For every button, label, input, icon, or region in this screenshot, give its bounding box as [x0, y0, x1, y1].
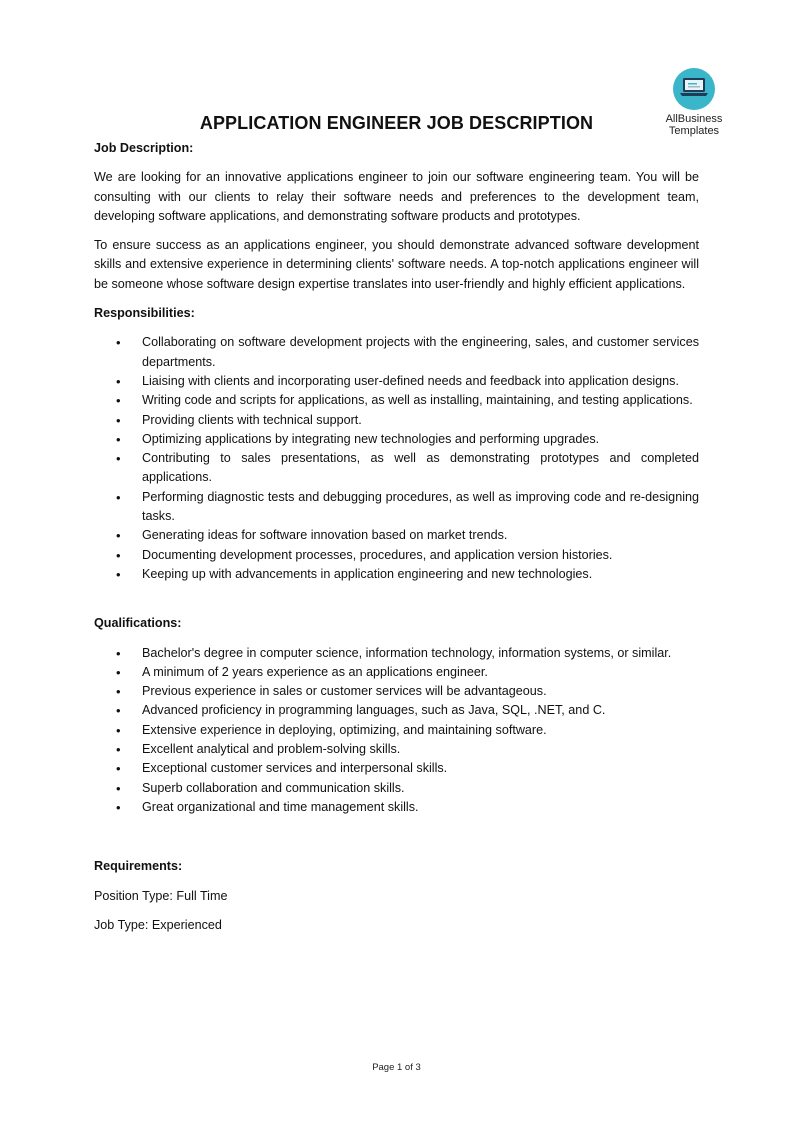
bullet-icon: •: [116, 528, 121, 544]
responsibilities-heading: Responsibilities:: [94, 306, 195, 321]
list-item: • Superb collaboration and communication skills.: [94, 779, 699, 798]
list-item: • Collaborating on software development projects with the engineering, sales, and customer services departments.: [116, 335, 699, 369]
logo-line-1: AllBusiness: [665, 113, 723, 125]
list-item: • Advanced proficiency in programming languages, such as Java, SQL, .NET, and C.: [94, 701, 699, 720]
list-item: • Documenting development processes, procedures, and application version histories.: [94, 546, 699, 565]
bullet-icon: •: [116, 722, 121, 738]
bullet-icon: •: [116, 566, 121, 582]
bullet-icon: •: [116, 335, 121, 351]
list-item: • Exceptional customer services and interpersonal skills.: [94, 759, 699, 778]
bullet-icon: •: [116, 373, 121, 389]
list-item: • Contributing to sales presentations, as well as demonstrating prototypes and completed applications.: [116, 451, 699, 485]
bullet-icon: •: [116, 547, 121, 563]
bullet-icon: •: [116, 412, 121, 428]
bullet-icon: •: [116, 761, 121, 777]
list-item: • A minimum of 2 years experience as an applications engineer.: [94, 663, 699, 682]
bullet-icon: •: [116, 645, 121, 661]
list-item: • Writing code and scripts for applications, as well as installing, maintaining, and testing applications.: [94, 391, 699, 410]
list-item: • Optimizing applications by integrating new technologies and performing upgrades.: [94, 430, 699, 449]
bullet-icon: •: [116, 451, 121, 467]
bullet-icon: •: [116, 664, 121, 680]
position-type: Position Type: Full Time: [94, 888, 228, 903]
laptop-icon: [673, 68, 715, 110]
document-body: [94, 139, 699, 935]
bullet-icon: •: [116, 684, 121, 700]
job-description-paragraph-2: To ensure success as an applications engineer, you should demonstrate advanced software development skills and extensive experience in determining clients' software needs. A top-notch applications engineer will be someone whose software design expertise translates into user-friendly and highly efficient applications.: [94, 238, 699, 291]
requirements-heading: Requirements:: [94, 859, 183, 874]
page-number: Page 1 of 3: [372, 1062, 421, 1073]
list-item: • Performing diagnostic tests and debugging procedures, as well as improving code and re-designing tasks.: [116, 489, 699, 524]
list-item: • Providing clients with technical support.: [94, 411, 699, 430]
bullet-icon: •: [116, 703, 121, 719]
list-item: • Keeping up with advancements in application engineering and new technologies.: [94, 565, 699, 584]
job-description-paragraph-1: We are looking for an innovative applications engineer to join our software engineering team. You will be consulting with our clients to relay their software needs and preferences to the development team, developing software applications, and demonstrating software products and prototypes.: [94, 170, 699, 223]
list-item: • Liaising with clients and incorporating user-defined needs and feedback into application designs.: [94, 372, 699, 391]
job-type: Job Type: Experienced: [94, 917, 222, 932]
qualifications-list: [94, 644, 699, 818]
qualifications-heading: Qualifications:: [94, 616, 182, 631]
bullet-icon: •: [116, 393, 121, 409]
list-item: • Bachelor's degree in computer science, information technology, information systems, or similar.: [94, 644, 699, 663]
list-item: • Previous experience in sales or customer services will be advantageous.: [94, 682, 699, 701]
responsibilities-list: [94, 333, 699, 584]
job-description-heading: Job Description:: [94, 141, 194, 155]
list-item: • Generating ideas for software innovation based on market trends.: [94, 526, 699, 545]
bullet-icon: •: [116, 431, 121, 447]
list-item: • Excellent analytical and problem-solving skills.: [94, 740, 699, 759]
bullet-icon: •: [116, 489, 121, 505]
document-title: APPLICATION ENGINEER JOB DESCRIPTION: [199, 113, 594, 133]
bullet-icon: •: [116, 780, 121, 796]
bullet-icon: •: [116, 742, 121, 758]
bullet-icon: •: [116, 799, 121, 815]
list-item: • Extensive experience in deploying, optimizing, and maintaining software.: [94, 721, 699, 740]
logo-line-2: Templates: [668, 125, 720, 137]
list-item: • Great organizational and time management skills.: [94, 798, 699, 817]
